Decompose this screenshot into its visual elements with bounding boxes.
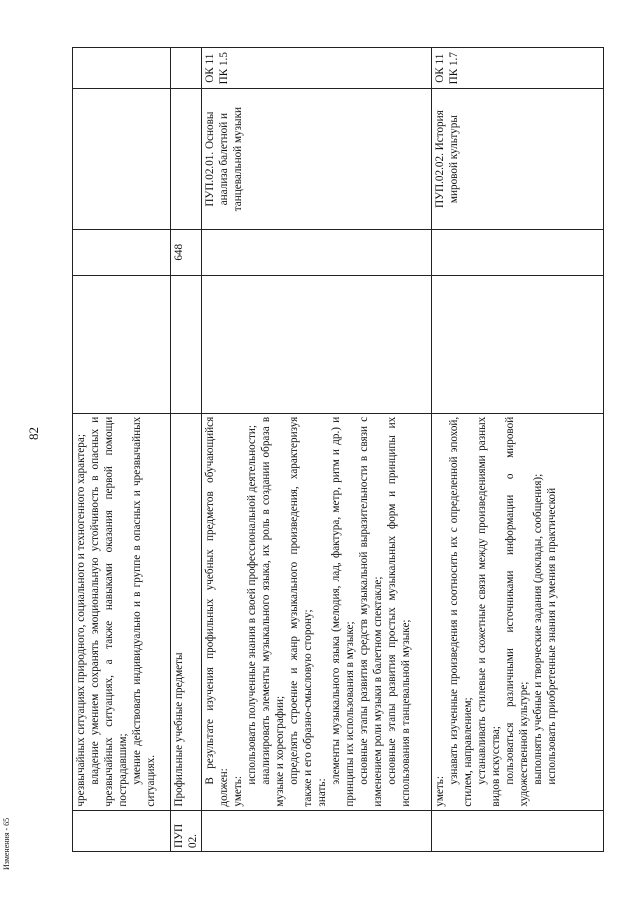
subject-name: ПУП.02.02. История мировой культуры: [432, 89, 604, 229]
requirements-cell: В результате изучения профильных учебных предметов обучающийся должен: уметь: использовать полученные знания в своей профессиональной деятельности; анализировать элементы музыкального языка, их роль в создании образа в музыке и хореографии; определять строение и жанр музыкального произведения, характеризуя также и его образно-смысловую сторону; знать: элементы музыкального языка (мелодия, лад, фактура, метр, ритм и др.) и принципы их использования в музыке; основные этапы развития средств музыкальной выразительности в связи с изменением роли музыки в балетном спектакле; основные этапы развития простых музыкальных форм и принципы их использования в танцевальной музыке;: [202, 413, 432, 810]
requirements-cell: уметь: узнавать изученные произведения и соотносить их с определенной эпохой, стилем, направлением; устанавливать стилевые и сюжетные связи между произведениями разных видов искусства; пользоваться различными источниками информации о мировой художественной культуре; выполнять учебные и творческие задания (доклады, сообщения); использовать приобретенные знания и умения в практической: [432, 413, 604, 810]
section-code: ПУП 02.: [171, 810, 202, 851]
page-number: 82: [26, 427, 41, 440]
table-row: [202, 48, 432, 852]
rotated-table-wrapper: [72, 47, 604, 852]
curriculum-table: [72, 47, 604, 852]
requirements-cell: чрезвычайных ситуациях природного, социального и техногенного характера; владение умением сохранять эмоциональную устойчивость в опасных и чрезвычайных ситуациях, а также навыками оказания первой помощи пострадавшим; умение действовать индивидуально и в группе в опасных и чрезвычайных ситуациях.: [73, 413, 171, 810]
table-row: [171, 48, 202, 852]
table-row: [432, 48, 604, 852]
competences-cell: ОК 11 ПК 1.5: [202, 48, 432, 89]
subject-name: ПУП.02.01. Основы анализа балетной и танцевальной музыки: [202, 89, 432, 229]
section-title: Профильные учебные предметы: [171, 413, 202, 810]
hours-cell: 648: [171, 229, 202, 275]
table-row: [73, 48, 171, 852]
footer-note: Изменения - 65: [2, 817, 11, 870]
competences-cell: ОК 11 ПК 1.7: [432, 48, 604, 89]
